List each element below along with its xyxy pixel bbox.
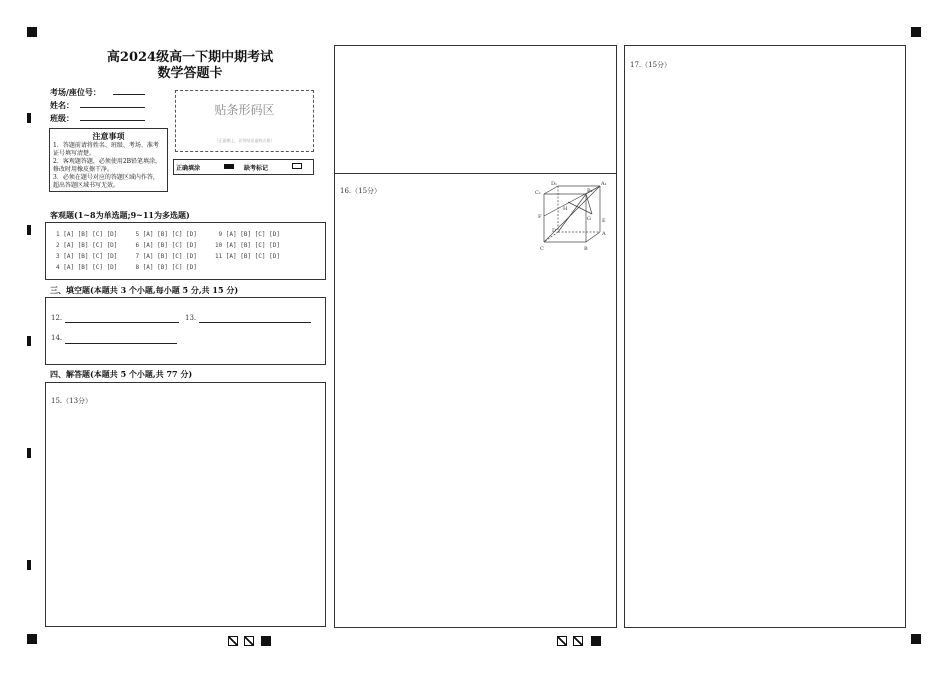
corner-mark-bottom-left — [27, 634, 37, 644]
cube-edge — [586, 232, 600, 242]
footer-hatch-mark — [228, 636, 238, 646]
objective-row-1[interactable]: 1 [A] [B] [C] [D] 5 [A] [B] [C] [D] 9 [A] [B] [C] [D] — [56, 231, 280, 238]
footer-hatch-mark — [557, 636, 567, 646]
label-H: H — [563, 206, 568, 212]
q12-answer-line[interactable] — [65, 322, 179, 323]
label-D: D — [552, 228, 557, 234]
fill-legend — [173, 159, 314, 175]
name-label: 姓名： — [50, 100, 74, 110]
correct-fill-sample — [224, 164, 234, 169]
q14-answer-line[interactable] — [65, 343, 177, 344]
q17-answer-box[interactable] — [624, 45, 906, 628]
label-B: B — [584, 246, 588, 252]
q15-answer-box[interactable] — [45, 382, 326, 627]
footer-solid-mark — [591, 636, 601, 646]
timing-mark — [27, 560, 31, 570]
cube-diagonal — [558, 194, 586, 232]
label-C: C — [540, 246, 544, 252]
footer-hatch-mark — [244, 636, 254, 646]
absent-mark-label: 缺考标记 — [244, 165, 269, 172]
fill-blank-box — [45, 297, 326, 365]
objective-row-4[interactable]: 4 [A] [B] [C] [D] 8 [A] [B] [C] [D] — [56, 264, 197, 271]
seat-label: 考场/座位号： — [50, 87, 101, 97]
cube-diagonal — [568, 202, 592, 214]
notice-item-1: 1．答题前请将姓名、班级、考场、准考证号填写清楚。 — [53, 142, 159, 157]
exam-title: 高2024级高一下期中期考试 — [106, 50, 274, 65]
notice-item-3: 3．必须在题号对应的答题区域内作答，超出答题区域书写无效。 — [53, 174, 159, 189]
footer-hatch-mark — [573, 636, 583, 646]
corner-mark-top-left — [27, 27, 37, 37]
cube-edge — [544, 186, 558, 194]
q16-answer-box[interactable] — [334, 173, 617, 628]
label-C1: C₁ — [535, 190, 541, 196]
q16-label: 16.（15分） — [340, 187, 382, 195]
fill-blank-heading: 三、填空题(本题共 3 个小题,每小题 5 分,共 15 分) — [50, 285, 239, 295]
label-D1: D₁ — [551, 181, 558, 187]
q13-answer-line[interactable] — [199, 322, 311, 323]
q15-label: 15.（13分） — [51, 397, 93, 405]
seat-input-line[interactable] — [113, 94, 145, 95]
corner-mark-bottom-right — [911, 634, 921, 644]
class-input-line[interactable] — [80, 120, 145, 121]
label-F: F — [538, 214, 542, 220]
barcode-hint: （正面朝上，切勿贴出虚线方框） — [214, 138, 275, 143]
objective-row-3[interactable]: 3 [A] [B] [C] [D] 7 [A] [B] [C] [D] 11 [A] [B] [C] [D] — [56, 253, 280, 260]
q16-cube-figure — [530, 180, 612, 256]
timing-mark — [27, 225, 31, 235]
exam-subtitle: 数学答题卡 — [157, 66, 223, 81]
q14-label: 14. — [51, 334, 63, 342]
label-E: E — [602, 218, 606, 224]
notice-title: 注意事项 — [92, 131, 125, 141]
absent-mark-checkbox[interactable] — [292, 163, 302, 169]
objective-answer-box — [45, 222, 326, 280]
solution-heading: 四、解答题(本题共 5 个小题,共 77 分) — [50, 369, 193, 379]
timing-mark — [27, 113, 31, 123]
barcode-area — [175, 90, 314, 152]
q12-label: 12. — [51, 314, 63, 322]
timing-mark — [27, 336, 31, 346]
q17-label: 17.（15分） — [630, 61, 672, 69]
barcode-label: 贴条形码区 — [214, 103, 275, 117]
corner-mark-top-right — [911, 27, 921, 37]
label-G: G — [587, 216, 591, 222]
correct-fill-label: 正确填涂 — [176, 165, 201, 172]
timing-mark — [27, 448, 31, 458]
objective-row-2[interactable]: 2 [A] [B] [C] [D] 6 [A] [B] [C] [D] 10 [A] [B] [C] [D] — [56, 242, 280, 249]
label-A1: A₁ — [601, 181, 607, 187]
class-label: 班级： — [50, 113, 74, 123]
q15-continuation-box[interactable] — [334, 45, 617, 174]
notice-box — [49, 128, 168, 192]
objective-heading: 客观题(1~8为单选题;9~11为多选题) — [50, 210, 190, 220]
label-A: A — [602, 231, 606, 237]
footer-solid-mark — [261, 636, 271, 646]
name-input-line[interactable] — [80, 107, 145, 108]
notice-item-2: 2．客观题答题，必须使用2B铅笔填涂，修改时用橡皮擦干净。 — [53, 158, 162, 173]
label-B1: B₁ — [587, 188, 593, 194]
q13-label: 13. — [185, 314, 197, 322]
